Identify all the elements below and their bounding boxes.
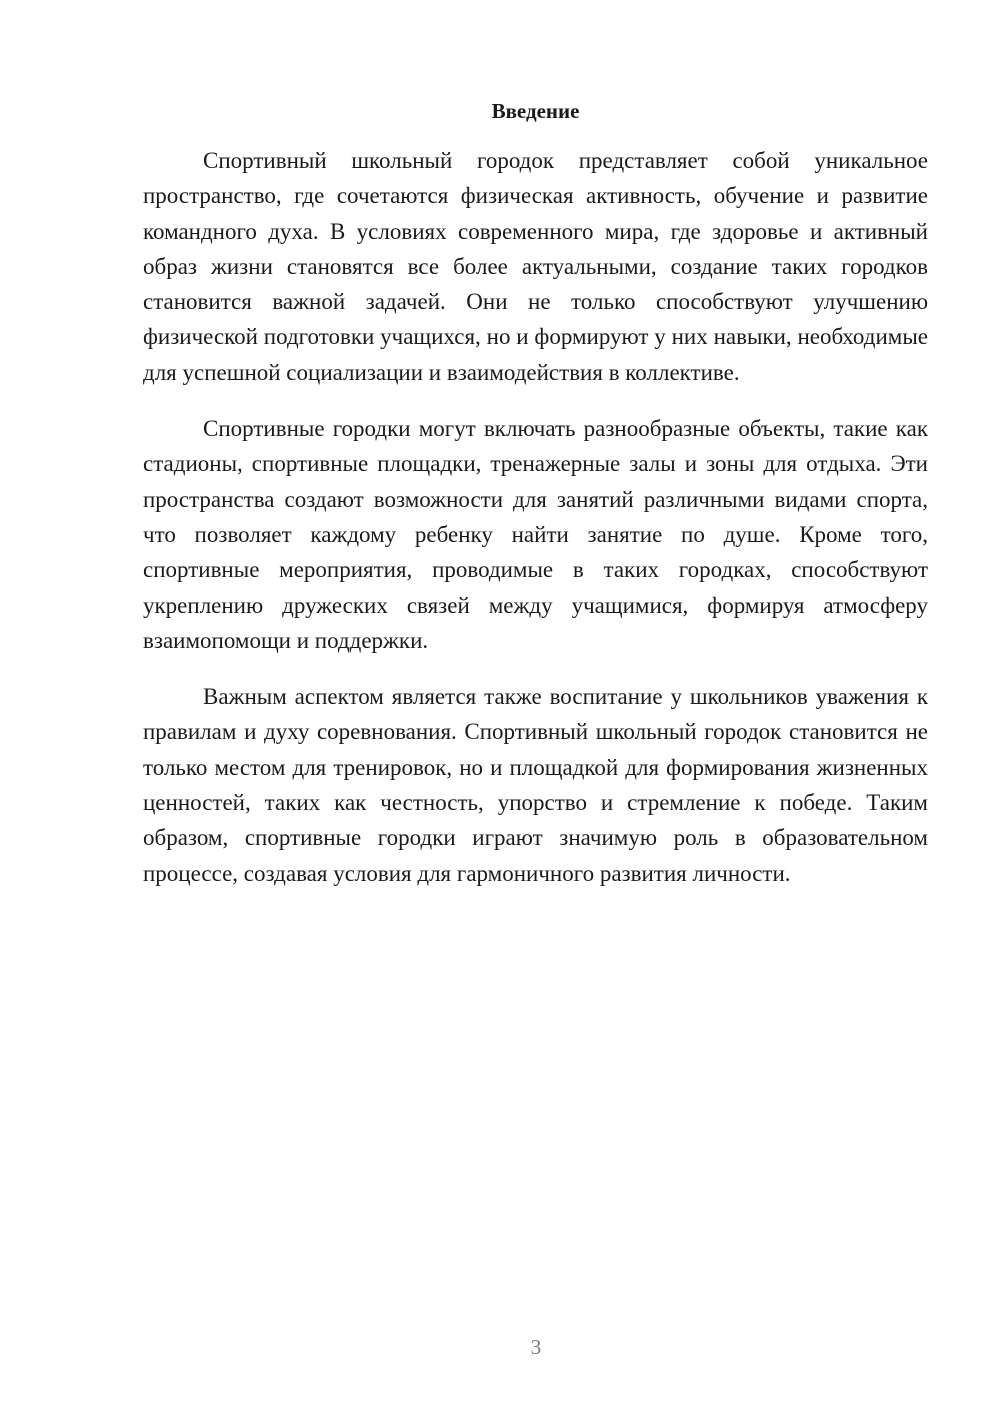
page-number: 3 — [530, 1335, 542, 1359]
section-title: Введение — [491, 99, 580, 123]
page-content — [143, 96, 928, 891]
paragraph-3: Важным аспектом является также воспитание у школьников уважения к правилам и духу соревнования. Спортивный школьный городок становится не только местом для тренировок, но и площадкой для формирования жизненных ценностей, таких как честность, упорство и стремление к победе. Таким образом, спортивные городки играют значимую роль в образовательном процессе, создавая условия для гармоничного развития личности. — [143, 684, 928, 886]
paragraph-1: Спортивный школьный городок представляет собой уникальное пространство, где сочетаются физическая активность, обучение и развитие командного духа. В условиях современного мира, где здоровье и активный образ жизни становятся все более актуальными, создание таких городков становится важной задачей. Они не только способствуют улучшению физической подготовки учащихся, но и формируют у них навыки, необходимые для успешной социализации и взаимодействия в коллективе. — [143, 148, 928, 385]
paragraph-2: Спортивные городки могут включать разнообразные объекты, такие как стадионы, спортивные площадки, тренажерные залы и зоны для отдыха. Эти пространства создают возможности для занятий различными видами спорта, что позволяет каждому ребенку найти занятие по душе. Кроме того, спортивные мероприятия, проводимые в таких городках, способствуют укреплению дружеских связей между учащимися, формируя атмосферу взаимопомощи и поддержки. — [143, 416, 928, 653]
